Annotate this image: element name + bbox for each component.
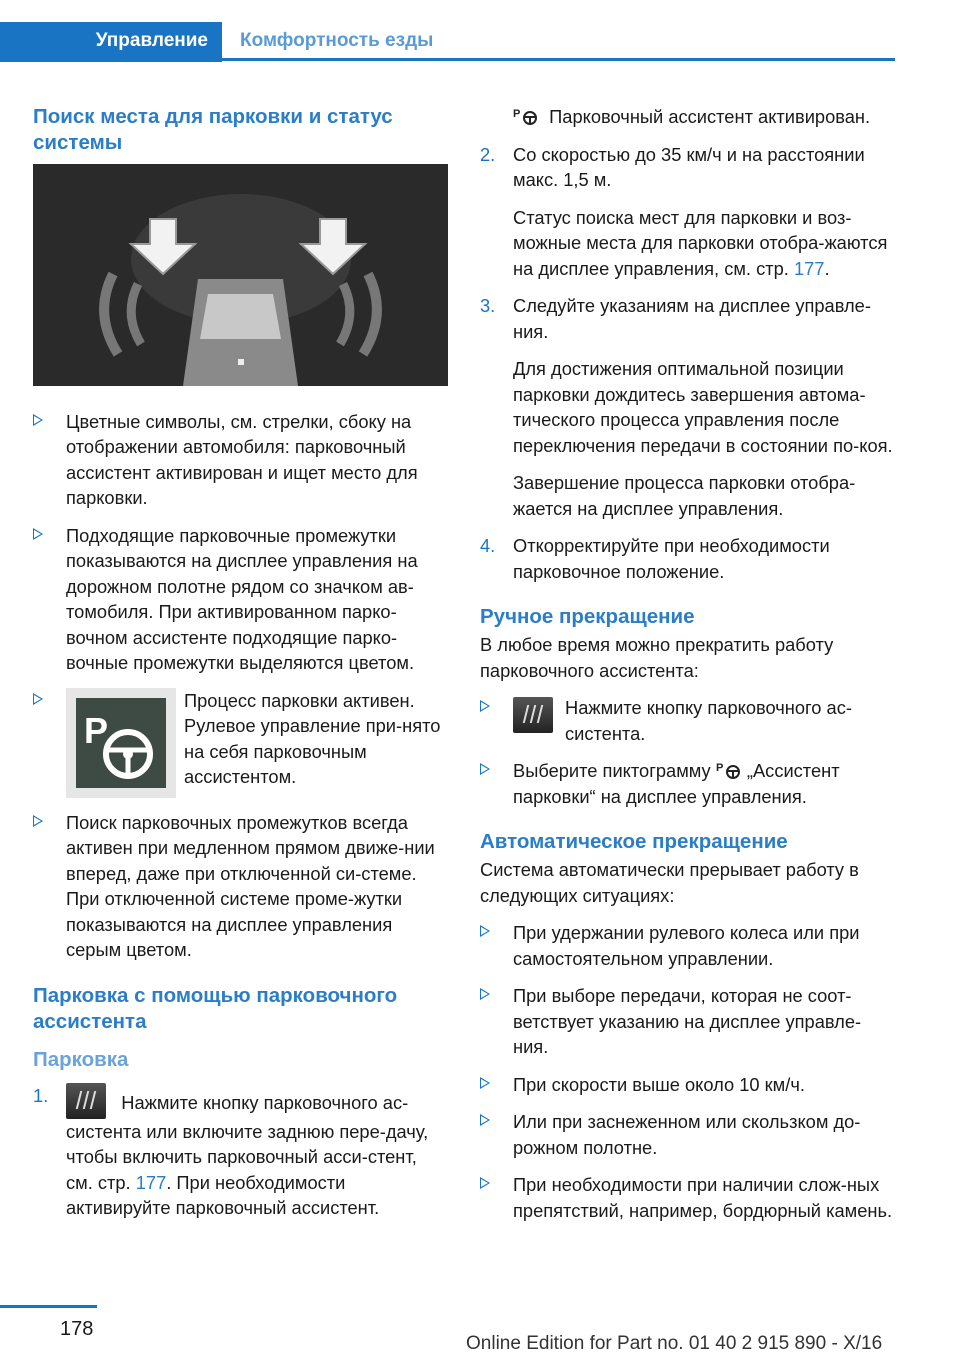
svg-text:P: P	[715, 762, 724, 774]
step-1: 1. Нажмите кнопку парковочного ас-систента или включите заднюю пере-дачу, чтобы включить парковочный асси-стент, см. стр. 177. При необходимости активируйте парковочный ассистент.	[33, 1084, 429, 1218]
bullet-triangle-icon	[480, 988, 490, 1000]
parking-display-image	[33, 164, 448, 386]
svg-text:P: P	[513, 108, 521, 120]
parking-assist-button-icon	[513, 697, 553, 733]
right-column	[480, 104, 895, 1235]
edition-note: Online Edition for Part no. 01 40 2 915 890 - X/16	[466, 1333, 883, 1354]
manual-intro: В любое время можно прекратить работу парковочного ассистента:	[480, 634, 834, 681]
bullet-triangle-icon	[480, 763, 490, 775]
list-item: Или при заснеженном или скользком до-рожном полотне.	[480, 1109, 895, 1160]
bullet-triangle-icon	[480, 925, 490, 937]
list-item: При удержании рулевого колеса или при самостоятельном управлении.	[480, 920, 895, 971]
list-item: При скорости выше около 10 км/ч.	[480, 1072, 895, 1098]
bullet-triangle-icon	[33, 693, 43, 705]
auto-intro: Система автоматически прерывает работу в следующих ситуациях:	[480, 859, 859, 906]
step-4: 4. Откорректируйте при необходимости парковочное положение.	[480, 535, 830, 582]
heading-parking-assist: Парковка с помощью парковочного ассистента	[33, 983, 398, 1033]
bullet-triangle-icon	[480, 1077, 490, 1089]
tab-comfort[interactable]: Комфортность езды	[240, 30, 434, 51]
list-item: Поиск парковочных промежутков всегда активен при медленном прямом движе-нии вперед, даже при отключенной си-стеме. При отключенной системе проме-жутки показываются на дисплее управления серым цветом.	[33, 810, 448, 963]
step-2: 2. Со скоростью до 35 км/ч и на расстоянии макс. 1,5 м.	[480, 143, 865, 190]
header-rule	[222, 58, 895, 61]
page-number: 178	[60, 1318, 94, 1340]
heading-search-status: Поиск места для парковки и статус системы	[33, 105, 393, 154]
bullet-triangle-icon	[480, 700, 490, 712]
parking-steering-icon	[66, 688, 176, 798]
step-3: 3. Следуйте указаниям на дисплее управле-ния.	[480, 295, 871, 342]
tab-control-label: Управление	[95, 30, 208, 51]
list-item: При необходимости при наличии слож-ных препятствий, например, бордюрный камень.	[480, 1172, 895, 1223]
heading-auto-stop: Автоматическое прекращение	[480, 830, 788, 853]
bullet-triangle-icon	[33, 528, 43, 540]
svg-text:P: P	[84, 709, 109, 751]
step-2-detail: Статус поиска мест для парковки и воз-можные места для парковки отобра-жаются на дисплее управления, см. стр. 177.	[513, 206, 888, 279]
list-item: Выберите пиктограмму P „Ассистент парковки“ на дисплее управления.	[480, 758, 895, 809]
parking-assistant-icon	[716, 759, 742, 781]
tab-control[interactable]	[0, 22, 222, 62]
page-link-177[interactable]: 177	[793, 257, 825, 279]
bullet-triangle-icon	[33, 414, 43, 426]
heading-manual-stop: Ручное прекращение	[480, 605, 695, 628]
list-item: Нажмите кнопку парковочного ас-систента.	[480, 695, 895, 746]
parking-assist-button-icon	[66, 1083, 106, 1119]
step-3-detail-1: Для достижения оптимальной позиции парковки дождитесь завершения автома-тического процесса управления после переключения передачи в состоянии по-коя.	[513, 358, 893, 456]
heading-parking: Парковка	[33, 1047, 129, 1071]
bullet-triangle-icon	[480, 1177, 490, 1189]
step-3-detail-2: Завершение процесса парковки отобра-жается на дисплее управления.	[513, 472, 856, 519]
header-tabs	[0, 22, 895, 62]
bullet-triangle-icon	[33, 815, 43, 827]
parking-assistant-icon	[513, 105, 539, 127]
step-1-continued: P Парковочный ассистент активирован.	[513, 106, 871, 127]
list-item: Цветные символы, см. стрелки, сбоку на отображении автомобиля: парковочный ассистент активирован и ищет место для парковки.	[33, 409, 448, 511]
footer-rule	[0, 1305, 97, 1308]
bullet-triangle-icon	[480, 1114, 490, 1126]
page-link-177[interactable]: 177	[135, 1171, 167, 1193]
list-item: Подходящие парковочные промежутки показываются на дисплее управления на дорожном полотне рядом со значком ав-томобиля. При активированном парко-вочном ассистенте подходящие парко-вочные промежутки выделяются цветом.	[33, 523, 448, 676]
list-item: P Процесс парковки активен. Рулевое управление при-нято на себя парковочным ассистентом.	[33, 688, 448, 798]
list-item: При выборе передачи, которая не соот-ветствует указанию на дисплее управле-ния.	[480, 983, 895, 1060]
left-column	[33, 104, 448, 1233]
